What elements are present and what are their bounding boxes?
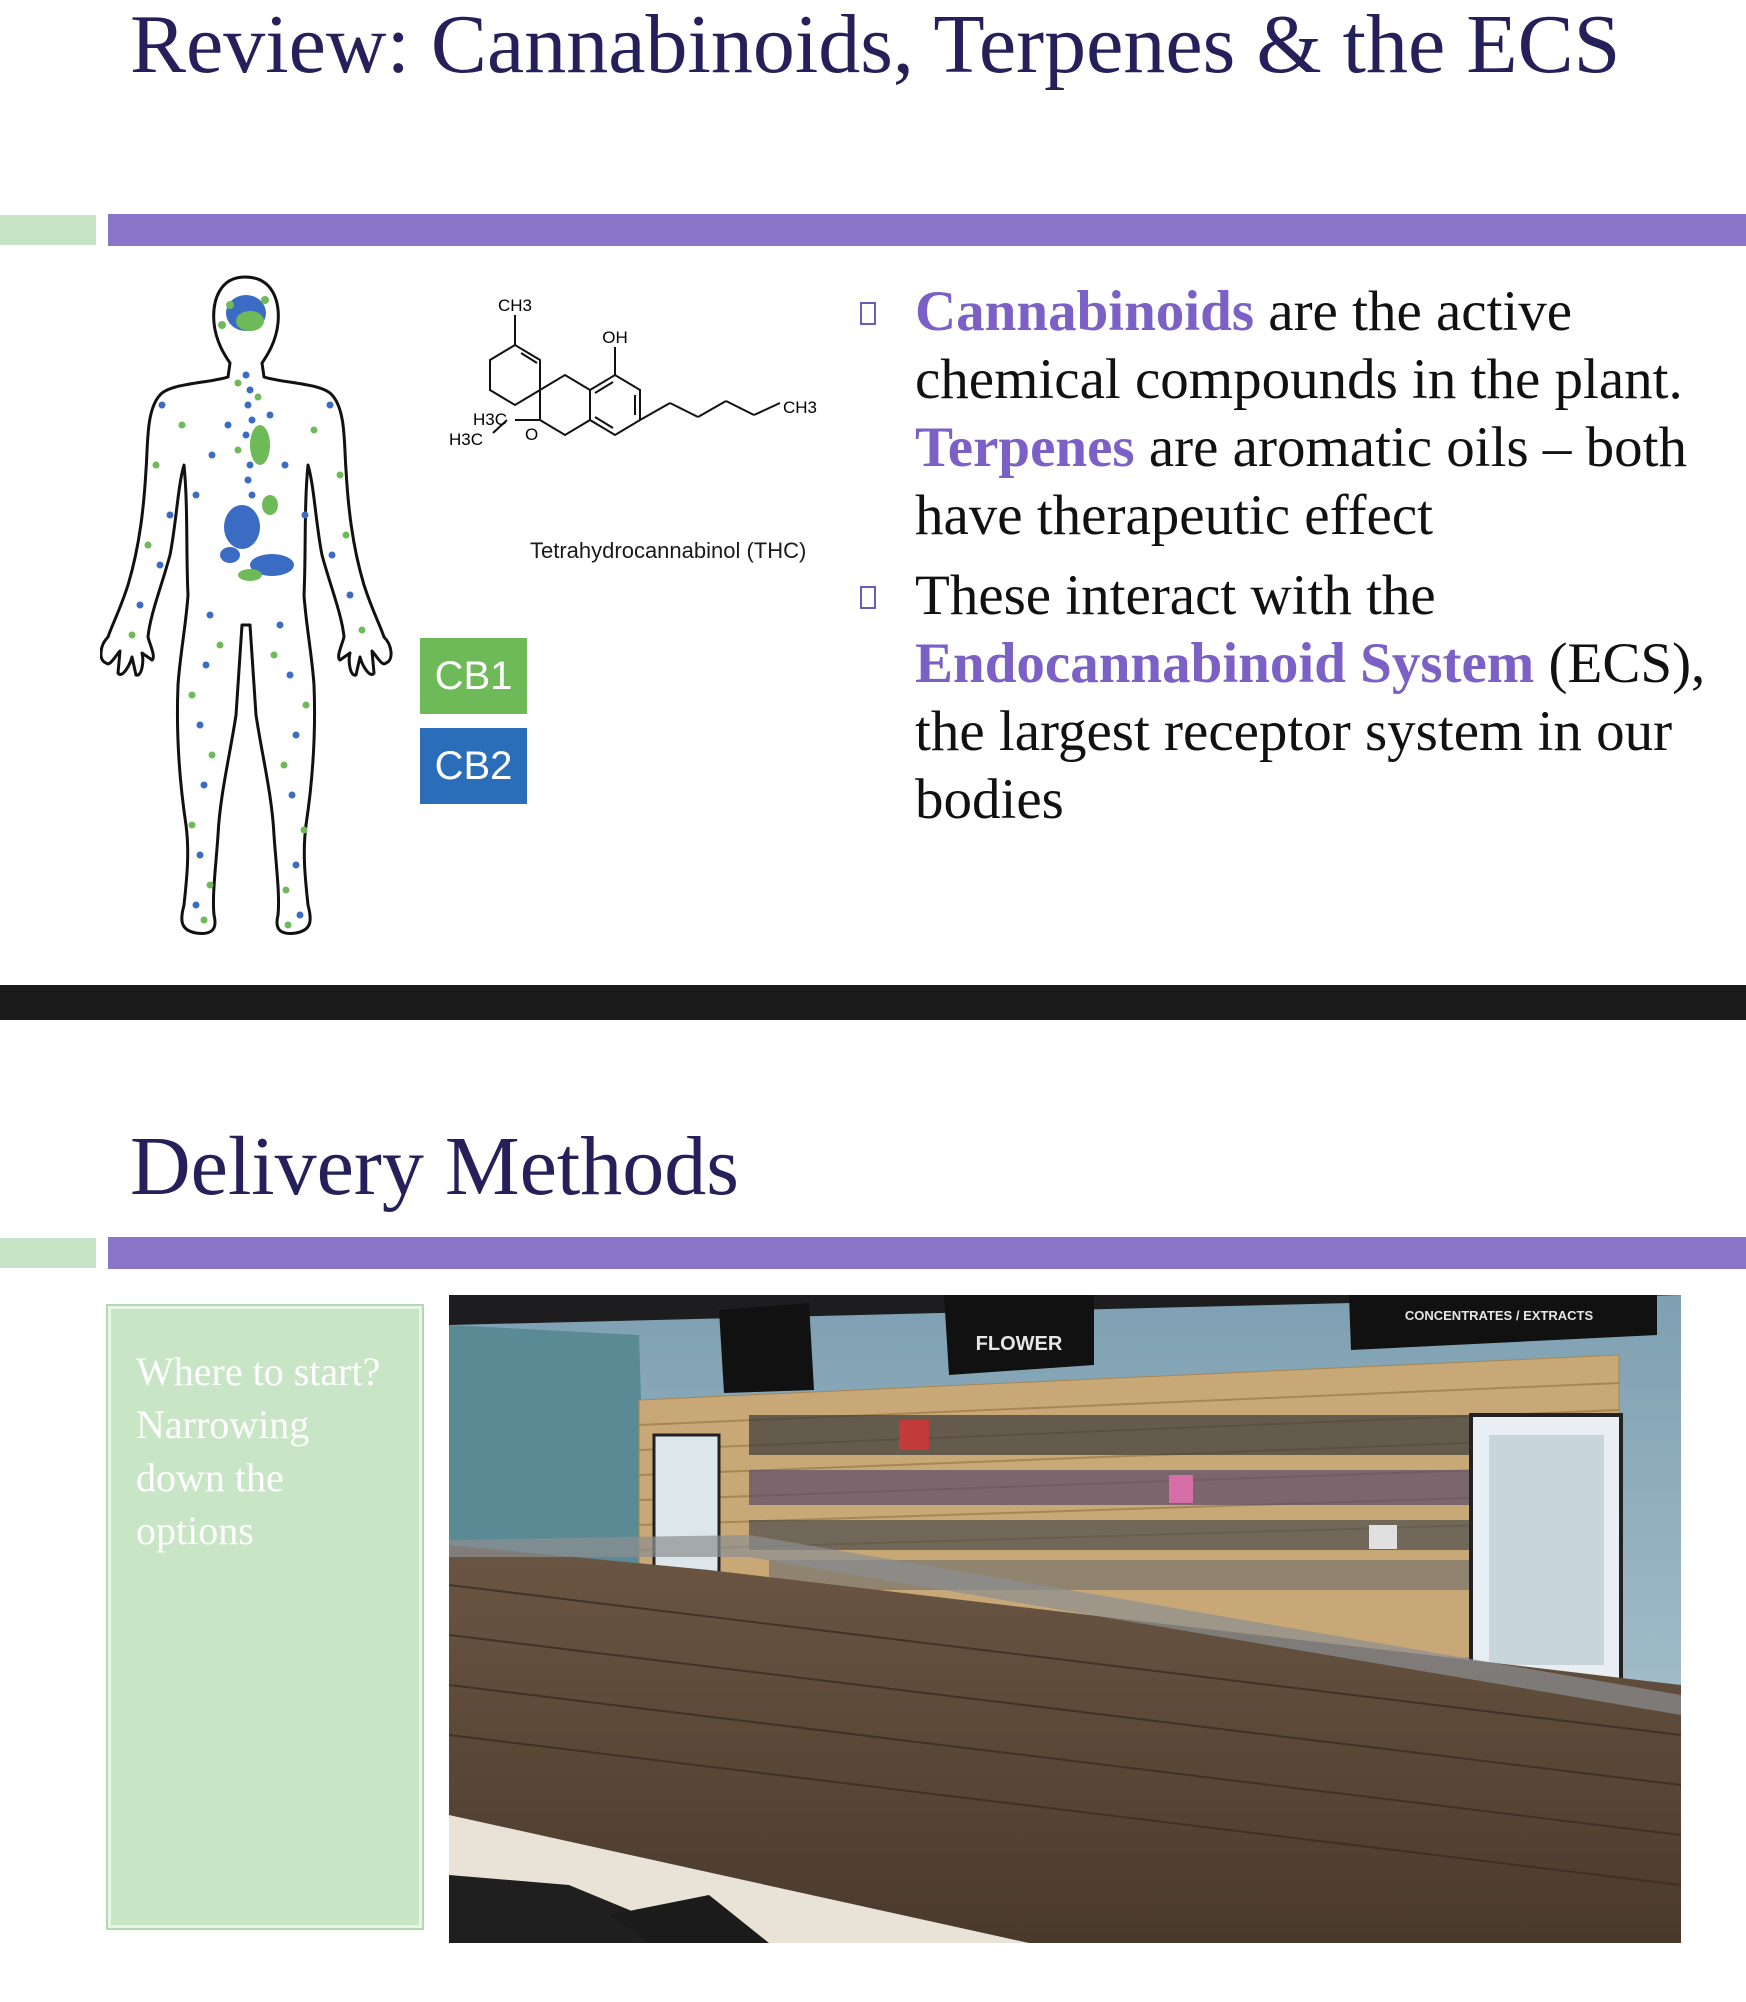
flower-sign: FLOWER <box>975 1333 1063 1355</box>
slide-divider <box>0 985 1746 1020</box>
cb2-legend-box: CB2 <box>420 728 527 804</box>
title-rule-purple <box>108 1237 1746 1269</box>
term-cannabinoids: Cannabinoids <box>915 280 1255 343</box>
title-rule-green <box>0 1238 96 1268</box>
bullet-cannabinoids <box>860 278 1720 550</box>
bullet-text: are the active chemical compounds in the plant. <box>915 280 1683 411</box>
human-body-receptor-figure <box>100 265 410 945</box>
thc-molecule-diagram <box>415 285 835 570</box>
bullet-list <box>860 278 1720 846</box>
term-terpenes: Terpenes <box>915 416 1135 479</box>
bullet-ecs <box>860 562 1720 834</box>
h3c-label-a: H3C <box>472 410 507 429</box>
oxygen-label: O <box>525 425 539 444</box>
side-panel-text: Where to start? Narrowing down the options <box>136 1349 381 1553</box>
ch3-top-label: CH3 <box>497 296 533 315</box>
slide-title: Delivery Methods <box>130 1120 739 1213</box>
slide-title: Review: Cannabinoids, Terpenes & the ECS <box>130 0 1621 91</box>
slide-review <box>0 0 1746 985</box>
molecule-caption: Tetrahydrocannabinol (THC) <box>530 538 807 563</box>
bullet-text: These interact with the <box>915 564 1436 627</box>
concentrates-sign: CONCENTRATES / EXTRACTS <box>1404 1308 1594 1323</box>
oh-label: OH <box>602 328 628 347</box>
dispensary-store-photo <box>449 1295 1681 1943</box>
slide-delivery-methods <box>0 1020 1746 2002</box>
bullet-text: (ECS), the largest receptor system in our bodies <box>915 632 1706 831</box>
bullet-square-icon <box>860 302 876 325</box>
h3c-label-b: H3C <box>448 430 483 449</box>
ch3-tail-label: CH3 <box>783 398 818 417</box>
term-endocannabinoid-system: Endocannabinoid System <box>915 632 1535 695</box>
title-rule-green <box>0 215 96 245</box>
bullet-text: are aromatic oils – both have therapeutic effect <box>915 416 1687 547</box>
title-rule-purple <box>108 214 1746 246</box>
bullet-square-icon <box>860 586 876 609</box>
cb1-legend-box: CB1 <box>420 638 527 714</box>
